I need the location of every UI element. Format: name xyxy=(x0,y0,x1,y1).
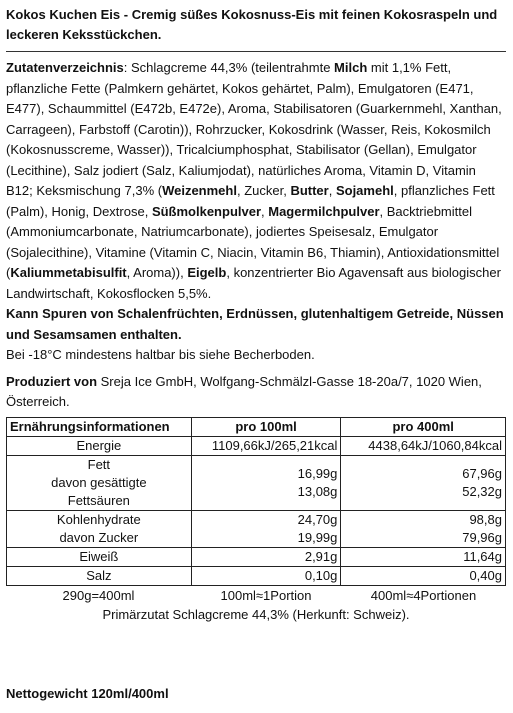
nutrient-label xyxy=(7,455,192,510)
nutrition-body xyxy=(7,436,506,585)
ingredients-paragraph xyxy=(6,58,506,304)
nutrient-label-line: davon gesättigte xyxy=(51,474,147,490)
ingredient-text: , konzentrierter Bio Agavensaft aus biologischer Landwirtschaft, Kokosflocken 5,5%. xyxy=(6,265,501,301)
nutrient-label xyxy=(7,436,192,455)
nutrient-label xyxy=(7,547,192,566)
nutrient-value-100ml-line: 16,99g xyxy=(297,465,338,481)
portion-info-row xyxy=(6,586,506,605)
nutrient-value-400ml xyxy=(341,436,506,455)
nutrient-label xyxy=(7,566,192,585)
nutrient-value-100ml-line: 0,10g xyxy=(304,567,338,583)
allergen-term: Sojamehl xyxy=(335,183,394,198)
nutrition-header-label: Ernährungsinformationen xyxy=(7,417,192,436)
ingredient-text: , Backtriebmittel (Ammoniumcarbonate, Natriumcarbonate), jodiertes Speisesalz, Emulgator (Sojalecithine), Vitamine (Vitamin C, Niacin, Vitamin B6, Thiamin), Antioxidationsmittel ( xyxy=(6,203,500,280)
nutrient-label-line: Fettsäuren xyxy=(67,492,130,508)
allergen-term: Weizenmehl xyxy=(162,183,237,198)
net-weight: Nettogewicht 120ml/400ml xyxy=(6,686,169,701)
nutrient-value-100ml xyxy=(191,566,341,585)
nutrition-header-400ml: pro 400ml xyxy=(341,417,506,436)
portion-400ml: 400ml≈4Portionen xyxy=(370,587,477,603)
nutrient-value-400ml-line: 79,96g xyxy=(462,529,502,545)
allergen-term: Kaliummetabisulfit xyxy=(10,265,127,280)
ingredient-text: : Schlagcreme 44,3% (teilentrahmte xyxy=(123,60,335,75)
nutrient-label-line: davon Zucker xyxy=(59,529,139,545)
nutrient-value-400ml-line: 67,96g xyxy=(462,465,502,481)
nutrient-value-400ml-line: 4438,64kJ/1060,84kcal xyxy=(368,437,502,453)
nutrient-value-400ml-line: 0,40g xyxy=(469,567,502,583)
nutrient-label-line: Kohlenhydrate xyxy=(56,511,141,527)
producer-info xyxy=(6,372,506,413)
nutrient-value-100ml-line: 1109,66kJ/265,21kcal xyxy=(211,437,338,453)
nutrition-row xyxy=(7,436,506,455)
nutrient-value-400ml xyxy=(341,510,506,547)
allergen-term: Magermilchpulver xyxy=(268,203,380,219)
nutrient-value-100ml xyxy=(191,436,341,455)
nutrition-row xyxy=(7,510,506,547)
ingredient-text: mit 1,1% Fett, pflanzliche Fette (Palmkern gehärtet, Kokos gehärtet, Palm), Emulgatoren (E471, E477), Schaummittel (E472b, E472e), Aroma, Stabilisatoren (Guarkernmehl, Xanthan, Carrageen), Farbstoff (Carotin)), Rohrzucker, Kokosdrink (Wasser, Reis, Kokosmilch (Kokosnusscreme, Wasser)), Tricalciumphosphat, Stabilisator (Gellan), Emulgator (Lecithine), Salz jodiert (Salz, Kaliumjodat), natürliches Aroma, Vitamin D, Vitamin B12; Keksmischung 7,3% ( xyxy=(6,60,502,198)
ingredient-text: , Aroma)), xyxy=(126,265,188,280)
ingredient-text: , xyxy=(328,183,336,198)
allergen-warning: Kann Spuren von Schalenfrüchten, Erdnüssen, glutenhaltigem Getreide, Nüssen und Sesamsamen enthalten. xyxy=(6,306,504,342)
nutrition-table xyxy=(6,417,506,586)
nutrient-value-100ml xyxy=(191,547,341,566)
nutrient-label-line: Salz xyxy=(86,567,112,583)
product-title: Kokos Kuchen Eis - Cremig süßes Kokosnuss-Eis mit feinen Kokosraspeln und leckeren Keksstückchen. xyxy=(6,7,498,42)
title-divider xyxy=(6,51,506,52)
nutrient-value-100ml-line: 19,99g xyxy=(297,529,338,545)
portion-weight: 290g=400ml xyxy=(62,587,135,603)
producer-address: Sreja Ice GmbH, Wolfgang-Schmälzl-Gasse 18-20a/7, 1020 Wien, Österreich. xyxy=(6,373,482,409)
nutrient-value-100ml-line: 2,91g xyxy=(304,548,338,564)
nutrient-value-400ml-line: 52,32g xyxy=(462,483,502,499)
nutrient-value-400ml-line: 98,8g xyxy=(469,511,502,527)
producer-label: Produziert von xyxy=(6,373,98,389)
nutrient-value-400ml xyxy=(341,547,506,566)
label-document xyxy=(6,5,506,624)
nutrition-row xyxy=(7,547,506,566)
allergen-term: Süßmolkenpulver xyxy=(151,203,262,219)
nutrient-value-400ml xyxy=(341,455,506,510)
storage-info: Bei -18°C mindestens haltbar bis siehe Becherboden. xyxy=(6,347,315,362)
nutrition-header-100ml: pro 100ml xyxy=(191,417,341,436)
nutrient-value-100ml-line: 13,08g xyxy=(297,483,338,499)
nutrient-label xyxy=(7,510,192,547)
ingredient-text: , pflanzliches Fett (Palm), Honig, Dextrose, xyxy=(6,183,495,219)
ingredient-text: , Zucker, xyxy=(236,183,291,198)
nutrient-value-400ml xyxy=(341,566,506,585)
primary-ingredient-note: Primärzutat Schlagcreme 44,3% (Herkunft: Schweiz). xyxy=(102,606,410,622)
nutrient-label-line: Fett xyxy=(87,456,111,472)
nutrition-row xyxy=(7,566,506,585)
nutrient-label-line: Eiweiß xyxy=(79,548,119,564)
nutrient-label-line: Energie xyxy=(76,437,122,453)
nutrient-value-400ml-line: 11,64g xyxy=(463,548,502,564)
nutrition-row xyxy=(7,455,506,510)
nutrition-header-row xyxy=(7,417,506,436)
nutrient-value-100ml xyxy=(191,510,341,547)
allergen-term: Eigelb xyxy=(187,265,227,280)
ingredient-text: , xyxy=(261,203,269,219)
nutrient-value-100ml xyxy=(191,455,341,510)
nutrient-value-100ml-line: 24,70g xyxy=(297,511,338,527)
allergen-term: Milch xyxy=(334,60,368,75)
portion-100ml: 100ml≈1Portion xyxy=(220,587,312,603)
allergen-term: Butter xyxy=(290,183,329,198)
ingredients-label: Zutatenverzeichnis xyxy=(6,60,124,75)
